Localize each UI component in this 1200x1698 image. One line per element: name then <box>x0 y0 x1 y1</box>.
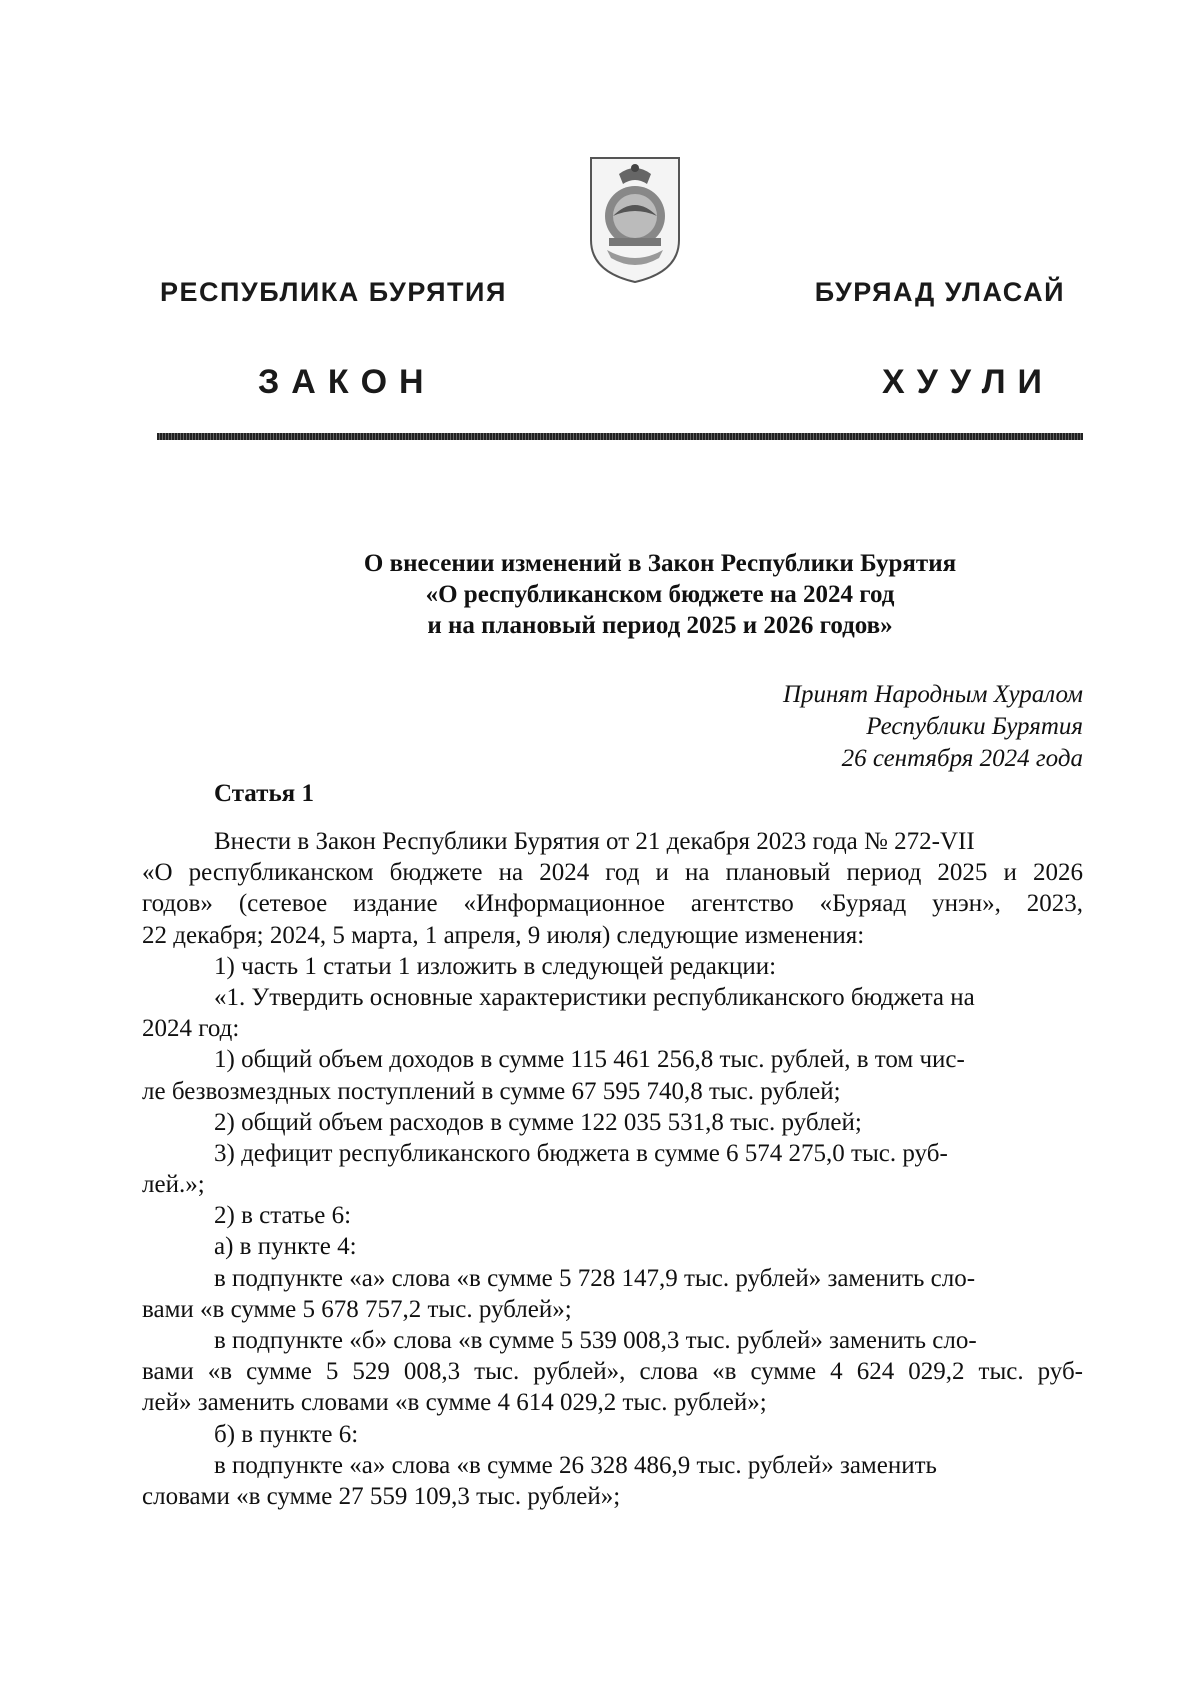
body-line: словами «в сумме 27 559 109,3 тыс. рублей»; <box>142 1482 621 1510</box>
adoption-note-line: Республики Бурятия <box>866 713 1083 740</box>
body-line: «О республиканском бюджете на 2024 год и на плановый период 2025 и 2026 <box>142 859 1083 887</box>
body-line: лей.»; <box>142 1171 205 1199</box>
body-line: б) в пункте 6: <box>214 1420 359 1448</box>
body-line: 3) дефицит республиканского бюджета в сумме 6 574 275,0 тыс. руб- <box>214 1139 948 1167</box>
body-line: Внести в Закон Республики Бурятия от 21 декабря 2023 года № 272-VII <box>214 828 975 855</box>
header-divider <box>157 433 1083 440</box>
body-line: «1. Утвердить основные характеристики республиканского бюджета на <box>214 983 975 1011</box>
adoption-note <box>783 679 1083 775</box>
law-label-ru: ЗАКОН <box>258 363 436 401</box>
body-line: вами «в сумме 5 529 008,3 тыс. рублей», слова «в сумме 4 624 029,2 тыс. руб- <box>142 1358 1083 1386</box>
body-line: 1) часть 1 статьи 1 изложить в следующей редакции: <box>214 952 777 980</box>
adoption-note-line: Принят Народным Хуралом <box>782 681 1083 708</box>
body-line: ле безвозмездных поступлений в сумме 67 595 740,8 тыс. рублей; <box>142 1077 841 1105</box>
body-line: в подпункте «б» слова «в сумме 5 539 008,3 тыс. рублей» заменить сло- <box>214 1327 977 1354</box>
law-title-line: и на плановый период 2025 и 2026 годов» <box>427 612 893 639</box>
body-line: вами «в сумме 5 678 757,2 тыс. рублей»; <box>142 1295 572 1323</box>
body-line: 22 декабря; 2024, 5 марта, 1 апреля, 9 июля) следующие изменения: <box>142 921 865 949</box>
adoption-note-line: 26 сентября 2024 года <box>841 745 1083 772</box>
article-heading: Статья 1 <box>214 780 314 807</box>
law-title <box>220 548 1100 641</box>
body-line: 2) общий объем расходов в сумме 122 035 531,8 тыс. рублей; <box>214 1108 862 1136</box>
article-body <box>142 826 1083 1512</box>
body-line: в подпункте «а» слова «в сумме 26 328 486,9 тыс. рублей» заменить <box>214 1451 937 1479</box>
republic-name-ru: РЕСПУБЛИКА БУРЯТИЯ <box>160 277 507 307</box>
body-line: 2) в статье 6: <box>214 1202 352 1230</box>
republic-name-bua: БУРЯАД УЛАСАЙ <box>814 277 1065 307</box>
body-line: а) в пункте 4: <box>214 1233 357 1261</box>
body-line: годов» (сетевое издание «Информационное агентство «Буряад унэн», 2023, <box>142 890 1083 918</box>
body-line: 1) общий объем доходов в сумме 115 461 256,8 тыс. рублей, в том чис- <box>214 1046 965 1074</box>
law-title-line: О внесении изменений в Закон Республики Бурятия <box>363 550 957 577</box>
law-label-bua: ХУУЛИ <box>882 363 1054 401</box>
law-title-line: «О республиканском бюджете на 2024 год <box>425 581 895 608</box>
coat-of-arms-emblem-icon <box>587 154 683 286</box>
body-line: в подпункте «а» слова «в сумме 5 728 147,9 тыс. рублей» заменить сло- <box>214 1264 976 1292</box>
body-line: 2024 год: <box>142 1015 240 1043</box>
body-line: лей» заменить словами «в сумме 4 614 029,2 тыс. рублей»; <box>142 1389 767 1417</box>
